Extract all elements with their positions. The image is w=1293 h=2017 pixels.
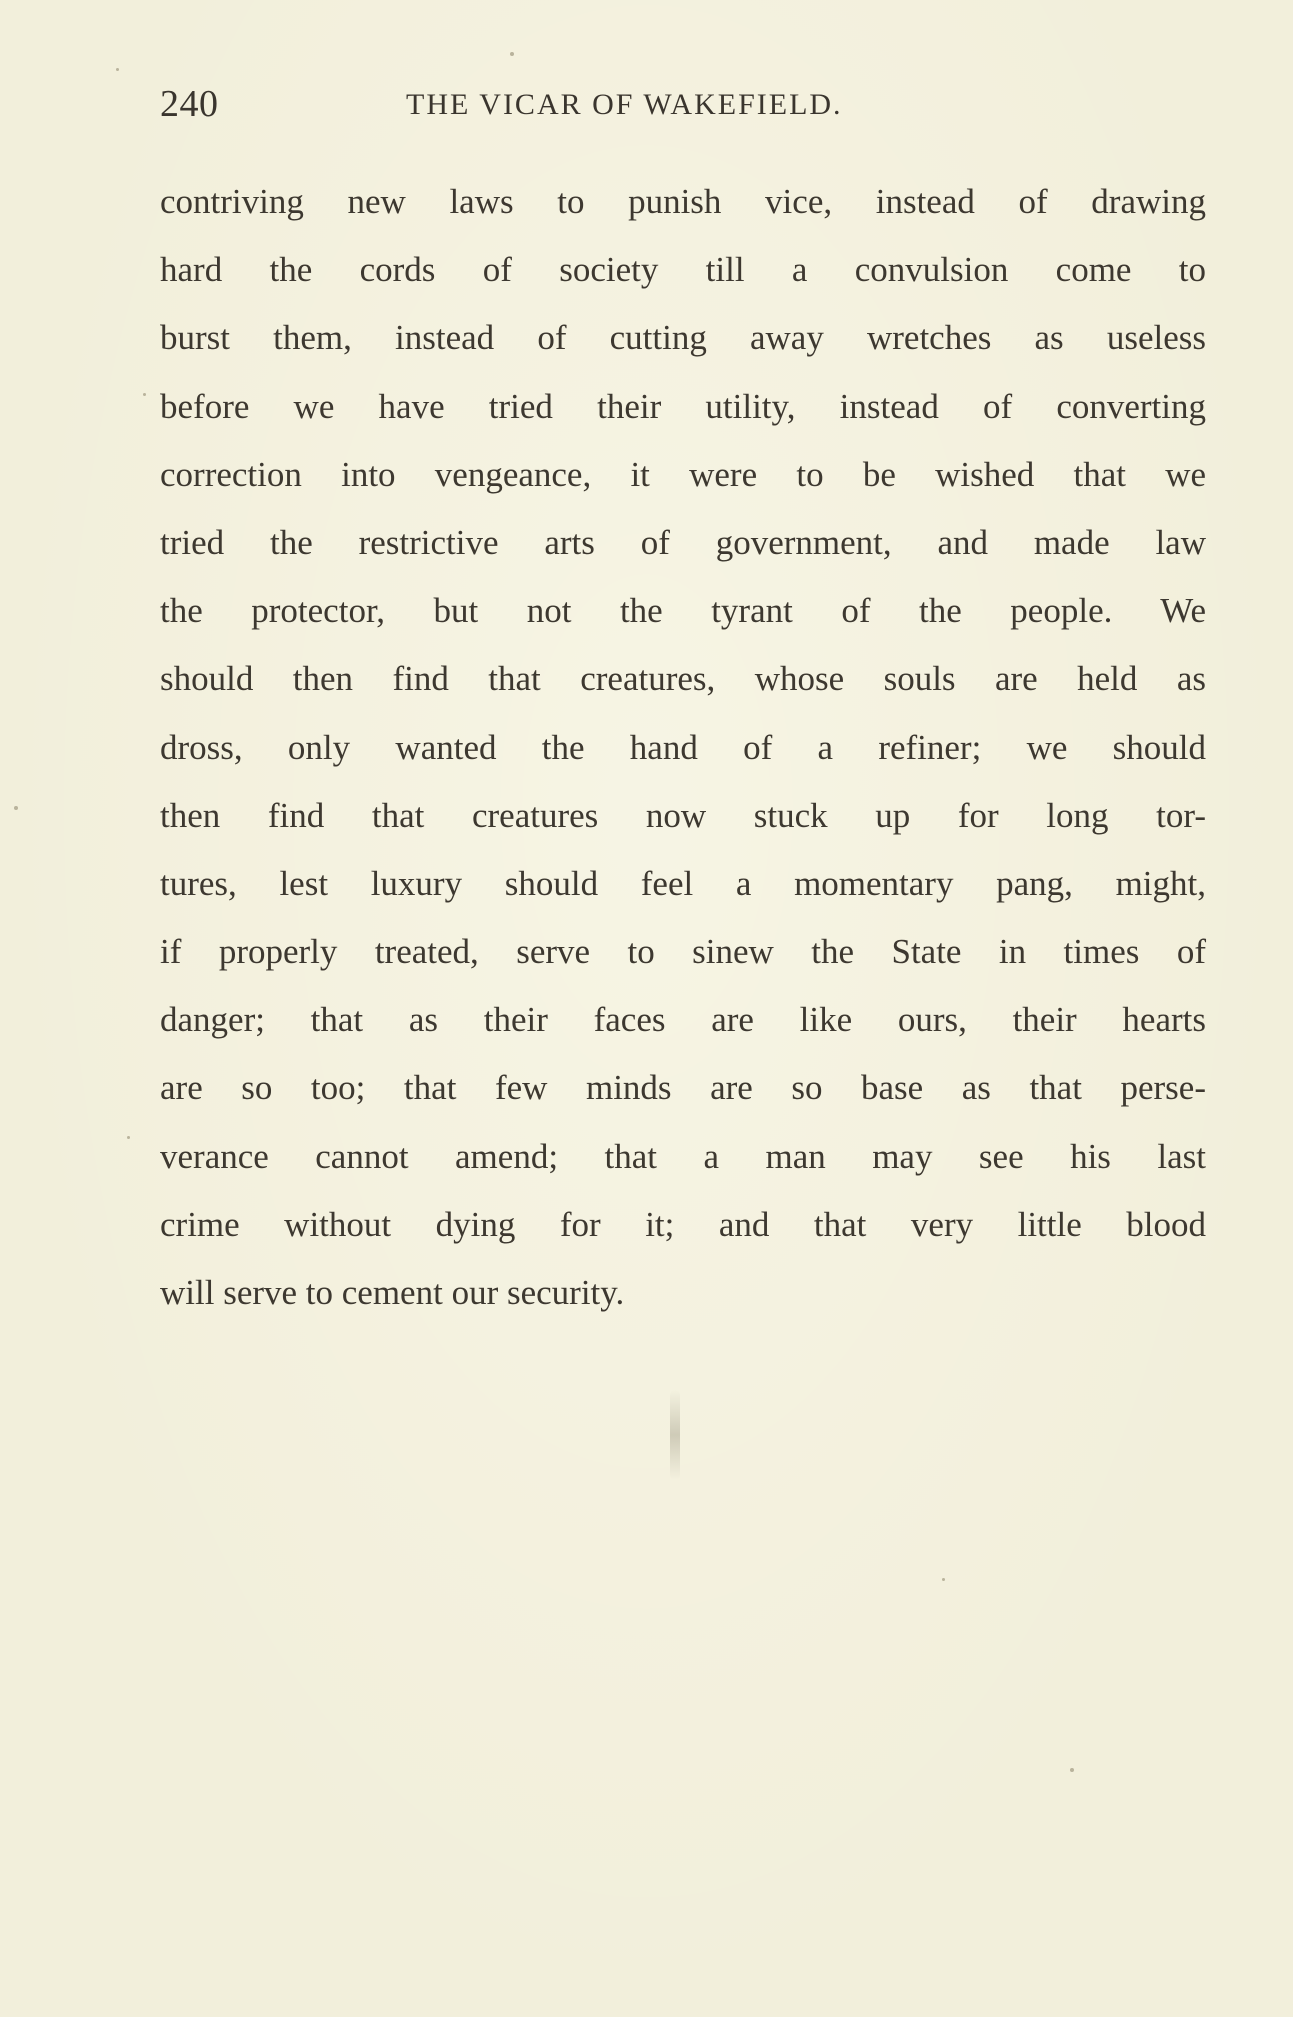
page-number: 240	[160, 83, 219, 125]
running-header	[160, 82, 1210, 132]
text-line: contriving new laws to punish vice, instead of drawing	[160, 182, 1206, 221]
text-line: are so too; that few minds are so base as that perse-	[160, 1068, 1206, 1108]
text-line: correction into vengeance, it were to be wished that we	[160, 454, 1206, 494]
paper-speck	[14, 806, 18, 810]
text-line: crime without dying for it; and that very little blood	[160, 1204, 1206, 1244]
text-line: the protector, but not the tyrant of the people. We	[160, 591, 1206, 631]
text-line: hard the cords of society till a convulsion come to	[160, 250, 1206, 290]
paper-speck	[510, 52, 514, 56]
text-line: danger; that as their faces are like ours, their hearts	[160, 1000, 1206, 1040]
paper-smudge	[670, 1390, 680, 1480]
paper-speck	[116, 68, 119, 71]
text-line: if properly treated, serve to sinew the State in times of	[160, 932, 1206, 972]
running-title: THE VICAR OF WAKEFIELD.	[406, 88, 843, 121]
text-line: burst them, instead of cutting away wretches as useless	[160, 318, 1206, 358]
text-line: before we have tried their utility, instead of converting	[160, 386, 1206, 426]
paper-speck	[143, 393, 146, 396]
paper-speck	[1070, 1768, 1074, 1772]
text-line: should then find that creatures, whose souls are held as	[160, 659, 1206, 699]
text-line: dross, only wanted the hand of a refiner; we should	[160, 727, 1206, 767]
text-line: then find that creatures now stuck up for long tor-	[160, 795, 1206, 835]
body-text	[160, 168, 1206, 1327]
text-line: tures, lest luxury should feel a momentary pang, might,	[160, 863, 1206, 903]
paper-speck	[942, 1578, 945, 1581]
text-line: verance cannot amend; that a man may see his last	[160, 1136, 1206, 1176]
paper-speck	[127, 1136, 130, 1139]
text-line: tried the restrictive arts of government, and made law	[160, 522, 1206, 562]
text-line-last: will serve to cement our security.	[160, 1273, 625, 1312]
